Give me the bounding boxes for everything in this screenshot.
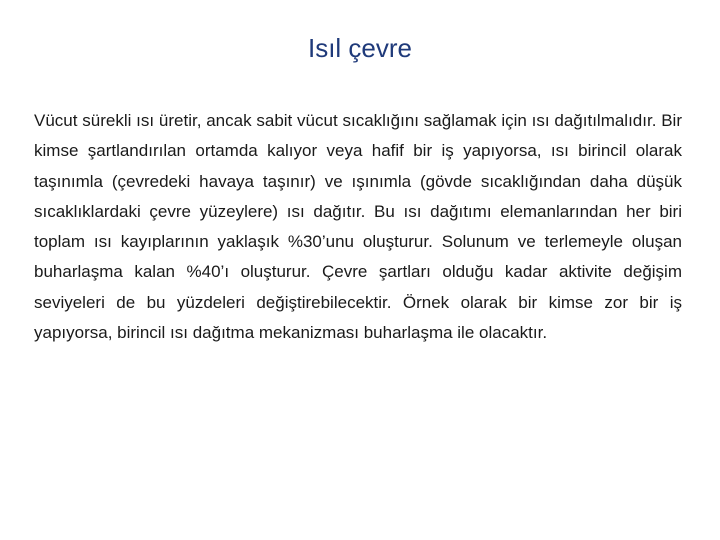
slide-title: Isıl çevre <box>307 33 413 63</box>
body-paragraph: Vücut sürekli ısı üretir, ancak sabit vücut sıcaklığını sağlamak için ısı dağıtılmalıdır. Bir kimse şartlandırılan ortamda kalıyor veya hafif bir iş yapıyorsa, ısı birincil olarak taşınımla (çevredeki havaya taşınır) ve ışınımla (gövde sıcaklığından daha düşük sıcaklıklardaki çevre yüzeylere) ısı dağıtır. Bu ısı dağıtımı elemanlarından her biri toplam ısı kayıplarının yaklaşık %30’unu oluşturur. Solunum ve terlemeyle oluşan buharlaşma kalan %40’ı oluşturur. Çevre şartları olduğu kadar aktivite değişim seviyeleri de bu yüzdeleri değiştirebilecektir. Örnek olarak bir kimse zor bir iş yapıyorsa, birincil ısı dağıtma mekanizması buharlaşma ile olacaktır. <box>34 111 682 343</box>
